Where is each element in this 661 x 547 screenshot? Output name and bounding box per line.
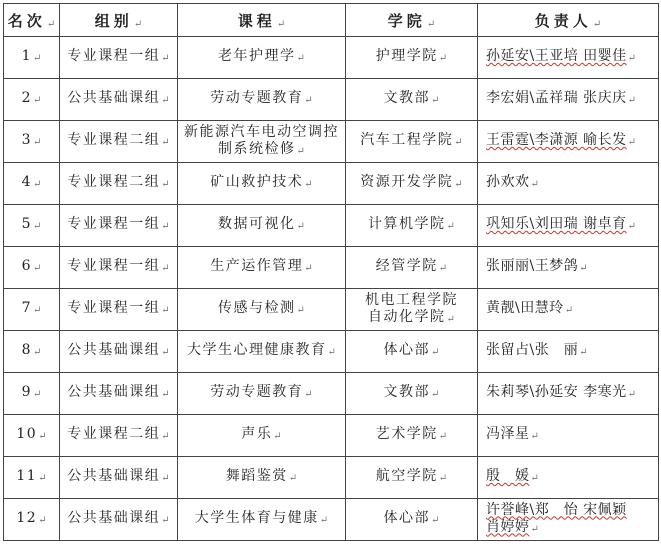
cell-lead-text: 孙欢欢 bbox=[486, 174, 530, 190]
cell-college-text: 文教部 bbox=[383, 90, 431, 106]
cell-rank bbox=[4, 457, 60, 499]
cell-rank-text: 5 bbox=[21, 216, 33, 232]
paragraph-mark-icon: ↵ bbox=[446, 313, 455, 325]
cell-rank bbox=[4, 247, 60, 289]
paragraph-mark-icon: ↵ bbox=[46, 18, 56, 30]
cell-course bbox=[178, 499, 346, 541]
paragraph-mark-icon: ↵ bbox=[161, 179, 170, 190]
cell-lead bbox=[478, 121, 659, 163]
cell-rank bbox=[4, 331, 60, 373]
paragraph-mark-icon: ↵ bbox=[446, 221, 455, 232]
cell-college bbox=[346, 205, 478, 247]
paragraph-mark-icon: ↵ bbox=[296, 221, 305, 232]
table-row bbox=[4, 499, 659, 541]
paragraph-mark-icon: ↵ bbox=[288, 473, 298, 484]
cell-lead-text: 许誉峰\郑 怡 宋佩颖 肖婷婷 bbox=[486, 501, 627, 535]
cell-lead-text: 张丽丽\王梦鸽 bbox=[486, 258, 579, 274]
cell-group bbox=[60, 415, 178, 457]
table-row bbox=[4, 163, 659, 205]
paragraph-mark-icon: ↵ bbox=[276, 18, 286, 30]
cell-course-text: 传感与检测 bbox=[218, 300, 296, 316]
cell-lead bbox=[478, 373, 659, 415]
cell-course-text: 生产运作管理 bbox=[210, 258, 304, 274]
cell-rank bbox=[4, 415, 60, 457]
paragraph-mark-icon: ↵ bbox=[161, 431, 170, 442]
paragraph-mark-icon: ↵ bbox=[304, 179, 313, 190]
cell-course bbox=[178, 415, 346, 457]
paragraph-mark-icon: ↵ bbox=[426, 18, 436, 30]
cell-group-text: 公共基础课组 bbox=[67, 384, 161, 400]
header-rank: 名次↵ bbox=[4, 4, 60, 37]
paragraph-mark-icon: ↵ bbox=[438, 473, 448, 484]
paragraph-mark-icon: ↵ bbox=[627, 389, 637, 400]
cell-rank-text: 11 bbox=[16, 468, 38, 484]
paragraph-mark-icon: ↵ bbox=[438, 431, 448, 442]
paragraph-mark-icon: ↵ bbox=[161, 473, 170, 484]
cell-lead bbox=[478, 37, 659, 79]
cell-course bbox=[178, 289, 346, 331]
header-college: 学院↵ bbox=[346, 4, 478, 37]
cell-rank bbox=[4, 373, 60, 415]
paragraph-mark-icon: ↵ bbox=[304, 389, 313, 400]
cell-lead bbox=[478, 415, 659, 457]
cell-course-text: 老年护理学 bbox=[218, 48, 296, 64]
cell-course bbox=[178, 457, 346, 499]
paragraph-mark-icon: ↵ bbox=[627, 221, 637, 232]
cell-rank bbox=[4, 79, 60, 121]
cell-college-text: 体心部 bbox=[383, 342, 431, 358]
paragraph-mark-icon: ↵ bbox=[161, 305, 170, 316]
cell-rank-text: 7 bbox=[21, 300, 33, 316]
cell-group-text: 专业课程二组 bbox=[67, 132, 161, 148]
cell-group-text: 专业课程一组 bbox=[67, 258, 161, 274]
paragraph-mark-icon: ↵ bbox=[296, 305, 305, 316]
cell-group bbox=[60, 121, 178, 163]
cell-college bbox=[346, 121, 478, 163]
cell-course-text: 数据可视化 bbox=[218, 216, 296, 232]
cell-course bbox=[178, 373, 346, 415]
paragraph-mark-icon: ↵ bbox=[161, 53, 170, 64]
cell-group bbox=[60, 205, 178, 247]
cell-course bbox=[178, 37, 346, 79]
paragraph-mark-icon: ↵ bbox=[33, 53, 42, 64]
cell-college bbox=[346, 289, 478, 331]
cell-group-text: 公共基础课组 bbox=[67, 342, 161, 358]
cell-lead bbox=[478, 289, 659, 331]
cell-rank bbox=[4, 121, 60, 163]
paragraph-mark-icon: ↵ bbox=[161, 95, 170, 106]
cell-course-text: 矿山救护技术 bbox=[210, 174, 304, 190]
cell-course-text: 劳动专题教育 bbox=[210, 90, 304, 106]
cell-lead bbox=[478, 163, 659, 205]
cell-lead-text: 王雷霆\李潇源 喻长发 bbox=[486, 132, 627, 148]
paragraph-mark-icon: ↵ bbox=[161, 137, 170, 148]
cell-group bbox=[60, 247, 178, 289]
paragraph-mark-icon: ↵ bbox=[161, 221, 170, 232]
cell-lead-text: 冯泽星 bbox=[486, 426, 530, 442]
paragraph-mark-icon: ↵ bbox=[319, 515, 329, 526]
cell-lead-text: 巩知乐\刘田瑞 谢卓育 bbox=[486, 216, 627, 232]
cell-rank bbox=[4, 163, 60, 205]
paragraph-mark-icon: ↵ bbox=[273, 431, 282, 442]
paragraph-mark-icon: ↵ bbox=[161, 347, 170, 358]
cell-college-text: 护理学院 bbox=[375, 48, 438, 64]
paragraph-mark-icon: ↵ bbox=[33, 137, 42, 148]
paragraph-mark-icon: ↵ bbox=[33, 95, 42, 106]
paragraph-mark-icon: ↵ bbox=[627, 53, 637, 64]
cell-college bbox=[346, 37, 478, 79]
cell-rank-text: 6 bbox=[21, 258, 33, 274]
cell-lead bbox=[478, 79, 659, 121]
paragraph-mark-icon: ↵ bbox=[579, 347, 588, 358]
paragraph-mark-icon: ↵ bbox=[33, 263, 42, 274]
paragraph-mark-icon: ↵ bbox=[592, 18, 602, 30]
cell-course-text: 大学生心理健康教育 bbox=[187, 342, 327, 358]
cell-group bbox=[60, 163, 178, 205]
cell-college bbox=[346, 373, 478, 415]
paragraph-mark-icon: ↵ bbox=[530, 523, 539, 535]
table-row bbox=[4, 121, 659, 163]
cell-college bbox=[346, 457, 478, 499]
paragraph-mark-icon: ↵ bbox=[33, 347, 42, 358]
cell-course bbox=[178, 79, 346, 121]
cell-lead-text: 孙延安\王亚培 田婴佳 bbox=[486, 48, 627, 64]
cell-lead bbox=[478, 205, 659, 247]
paragraph-mark-icon: ↵ bbox=[304, 95, 313, 106]
cell-course-text: 舞蹈鉴赏 bbox=[225, 468, 288, 484]
cell-rank-text: 3 bbox=[21, 132, 33, 148]
paragraph-mark-icon: ↵ bbox=[530, 179, 539, 190]
table-row bbox=[4, 331, 659, 373]
table-row bbox=[4, 205, 659, 247]
cell-lead-text: 朱莉琴\孙延安 李寒光 bbox=[486, 384, 627, 400]
award-table bbox=[3, 3, 659, 541]
cell-college bbox=[346, 499, 478, 541]
cell-course-text: 声乐 bbox=[241, 426, 273, 442]
paragraph-mark-icon: ↵ bbox=[564, 305, 574, 316]
cell-course bbox=[178, 331, 346, 373]
paragraph-mark-icon: ↵ bbox=[33, 389, 42, 400]
header-course: 课程↵ bbox=[178, 4, 346, 37]
table-row bbox=[4, 79, 659, 121]
cell-college bbox=[346, 247, 478, 289]
cell-group-text: 公共基础课组 bbox=[67, 468, 161, 484]
header-lead: 负责人↵ bbox=[478, 4, 659, 37]
cell-group-text: 专业课程二组 bbox=[67, 174, 161, 190]
paragraph-mark-icon: ↵ bbox=[296, 53, 305, 64]
header-group: 组别↵ bbox=[60, 4, 178, 37]
cell-group bbox=[60, 79, 178, 121]
paragraph-mark-icon: ↵ bbox=[161, 515, 170, 526]
cell-lead-text: 李宏娟\孟祥瑞 张庆庆 bbox=[486, 90, 627, 106]
paragraph-mark-icon: ↵ bbox=[38, 431, 47, 442]
paragraph-mark-icon: ↵ bbox=[33, 179, 42, 190]
table-body bbox=[4, 37, 659, 541]
paragraph-mark-icon: ↵ bbox=[431, 389, 440, 400]
paragraph-mark-icon: ↵ bbox=[133, 18, 143, 30]
cell-course bbox=[178, 121, 346, 163]
table-row bbox=[4, 373, 659, 415]
cell-lead-text: 黄靓\田慧玲 bbox=[486, 300, 564, 316]
paragraph-mark-icon: ↵ bbox=[438, 263, 448, 274]
paragraph-mark-icon: ↵ bbox=[530, 431, 539, 442]
cell-group-text: 专业课程一组 bbox=[67, 48, 161, 64]
cell-rank-text: 1 bbox=[21, 48, 33, 64]
paragraph-mark-icon: ↵ bbox=[431, 347, 440, 358]
paragraph-mark-icon: ↵ bbox=[454, 179, 463, 190]
cell-course-text: 新能源汽车电动空调控制系统检修 bbox=[184, 123, 339, 157]
paragraph-mark-icon: ↵ bbox=[627, 95, 637, 106]
cell-course bbox=[178, 163, 346, 205]
cell-rank-text: 10 bbox=[16, 426, 38, 442]
cell-college-text: 艺术学院 bbox=[375, 426, 438, 442]
cell-course bbox=[178, 247, 346, 289]
table-row bbox=[4, 289, 659, 331]
cell-course-text: 大学生体育与健康 bbox=[194, 510, 319, 526]
cell-college bbox=[346, 163, 478, 205]
cell-group bbox=[60, 499, 178, 541]
cell-college-text: 文教部 bbox=[383, 384, 431, 400]
cell-lead-text: 张留占\张 丽 bbox=[486, 342, 579, 358]
paragraph-mark-icon: ↵ bbox=[579, 263, 588, 274]
cell-group bbox=[60, 331, 178, 373]
paragraph-mark-icon: ↵ bbox=[38, 515, 47, 526]
cell-course-text: 劳动专题教育 bbox=[210, 384, 304, 400]
cell-college-text: 经管学院 bbox=[375, 258, 438, 274]
paragraph-mark-icon: ↵ bbox=[431, 95, 440, 106]
cell-college-text: 汽车工程学院 bbox=[360, 132, 454, 148]
cell-group bbox=[60, 289, 178, 331]
cell-college bbox=[346, 331, 478, 373]
paragraph-mark-icon: ↵ bbox=[431, 515, 440, 526]
paragraph-mark-icon: ↵ bbox=[530, 473, 539, 484]
cell-group-text: 专业课程一组 bbox=[67, 216, 161, 232]
paragraph-mark-icon: ↵ bbox=[161, 389, 170, 400]
cell-rank-text: 12 bbox=[16, 510, 38, 526]
cell-lead bbox=[478, 247, 659, 289]
table-row bbox=[4, 247, 659, 289]
cell-lead bbox=[478, 331, 659, 373]
cell-rank-text: 8 bbox=[21, 342, 33, 358]
paragraph-mark-icon: ↵ bbox=[304, 263, 313, 274]
cell-rank bbox=[4, 37, 60, 79]
cell-college-text: 计算机学院 bbox=[368, 216, 446, 232]
cell-college-text: 资源开发学院 bbox=[360, 174, 454, 190]
cell-rank bbox=[4, 499, 60, 541]
cell-college-text: 航空学院 bbox=[375, 468, 438, 484]
cell-college bbox=[346, 415, 478, 457]
cell-rank-text: 9 bbox=[21, 384, 33, 400]
cell-group-text: 公共基础课组 bbox=[67, 510, 161, 526]
table-row bbox=[4, 415, 659, 457]
paragraph-mark-icon: ↵ bbox=[296, 145, 305, 157]
cell-group-text: 公共基础课组 bbox=[67, 90, 161, 106]
cell-rank-text: 4 bbox=[21, 174, 33, 190]
cell-lead bbox=[478, 457, 659, 499]
cell-college-text: 机电工程学院 自动化学院 bbox=[365, 291, 458, 325]
cell-group-text: 专业课程二组 bbox=[67, 426, 161, 442]
cell-course bbox=[178, 205, 346, 247]
paragraph-mark-icon: ↵ bbox=[38, 473, 47, 484]
cell-college-text: 体心部 bbox=[383, 510, 431, 526]
paragraph-mark-icon: ↵ bbox=[438, 53, 448, 64]
cell-lead bbox=[478, 499, 659, 541]
cell-rank-text: 2 bbox=[21, 90, 33, 106]
header-row bbox=[4, 4, 659, 37]
cell-rank bbox=[4, 205, 60, 247]
cell-group-text: 专业课程一组 bbox=[67, 300, 161, 316]
paragraph-mark-icon: ↵ bbox=[327, 347, 336, 358]
paragraph-mark-icon: ↵ bbox=[627, 137, 637, 148]
table-row bbox=[4, 457, 659, 499]
paragraph-mark-icon: ↵ bbox=[161, 263, 170, 274]
table-row bbox=[4, 37, 659, 79]
cell-lead-text: 殷 媛 bbox=[486, 468, 530, 484]
paragraph-mark-icon: ↵ bbox=[454, 137, 463, 148]
paragraph-mark-icon: ↵ bbox=[33, 305, 42, 316]
cell-group bbox=[60, 457, 178, 499]
cell-group bbox=[60, 373, 178, 415]
cell-group bbox=[60, 37, 178, 79]
cell-college bbox=[346, 79, 478, 121]
paragraph-mark-icon: ↵ bbox=[33, 221, 42, 232]
cell-rank bbox=[4, 289, 60, 331]
